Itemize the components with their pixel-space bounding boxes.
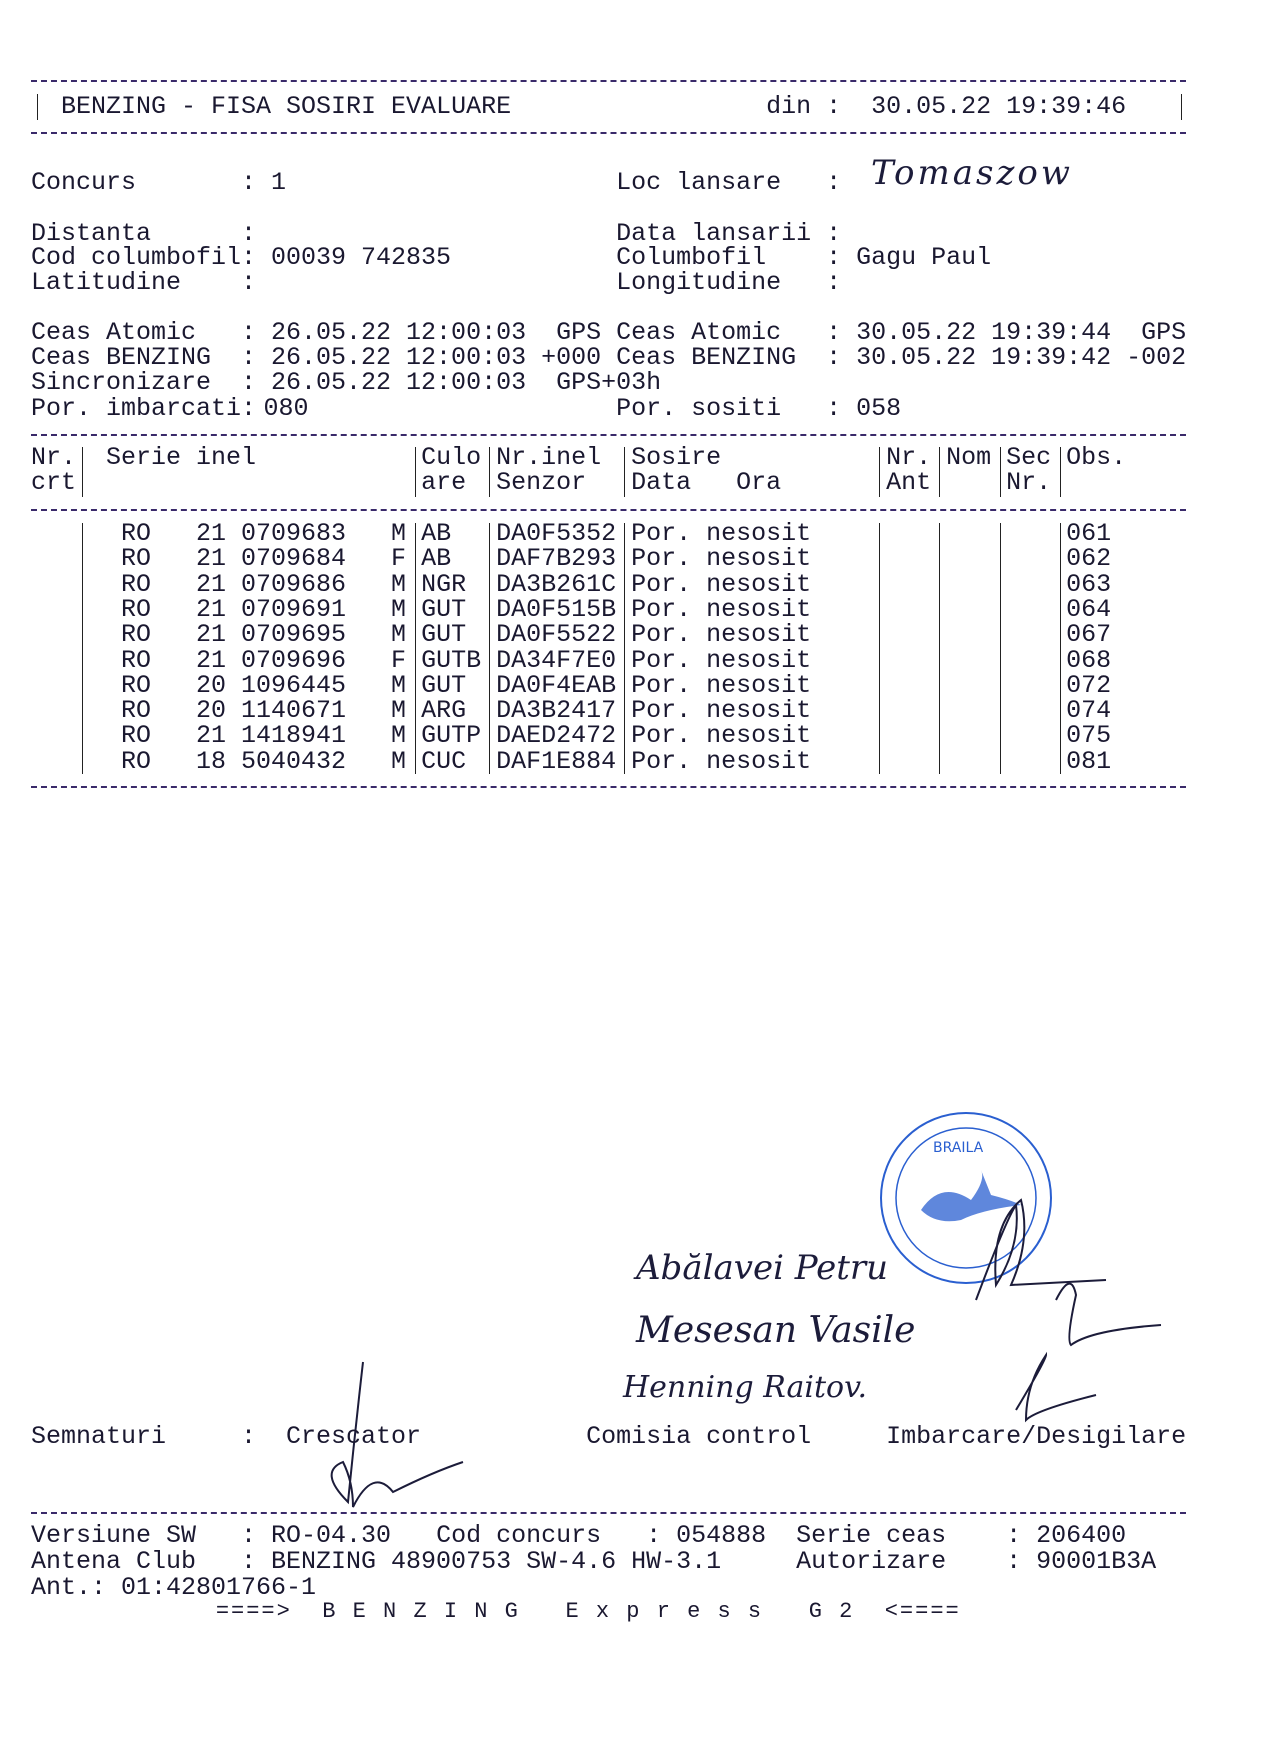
cell-sensor: DAF7B293 xyxy=(496,544,617,574)
evaluation-sheet xyxy=(31,0,1191,1754)
header-data-ora: Data Ora xyxy=(631,468,782,497)
din-value: 30.05.22 19:39:46 xyxy=(871,92,1127,121)
header-culoare: Culo xyxy=(421,443,482,472)
colon: : xyxy=(241,368,257,397)
cell-color: AB xyxy=(421,519,452,548)
concurs-label: Concurs xyxy=(31,168,137,197)
cell-country: RO xyxy=(121,721,152,751)
cod-concurs-value: 054888 xyxy=(676,1521,767,1550)
cell-obs: 064 xyxy=(1066,594,1112,624)
colon: : xyxy=(241,318,257,347)
divider xyxy=(31,1512,1186,1514)
cell-sex: M xyxy=(391,721,407,751)
cell-status: Por. nesosit xyxy=(631,721,812,751)
cell-sensor: DA3B261C xyxy=(496,569,617,599)
colon: : xyxy=(241,1422,257,1451)
semnaturi-label: Semnaturi xyxy=(31,1422,167,1451)
concurs-value: 1 xyxy=(271,168,287,197)
cell-sex: M xyxy=(391,519,407,548)
cell-obs: 061 xyxy=(1066,519,1112,548)
signature-commission-1: Abălavei Petru xyxy=(636,1248,889,1288)
sincronizare-suffix: GPS+03h xyxy=(556,368,662,397)
colon: : xyxy=(1006,1547,1022,1576)
cell-obs: 062 xyxy=(1066,544,1112,574)
cell-color: GUTP xyxy=(421,721,482,751)
columbofil-label: Columbofil xyxy=(616,243,767,272)
cell-country: RO xyxy=(121,544,152,574)
header-sec: Sec xyxy=(1006,443,1052,472)
colon: : xyxy=(826,219,842,248)
antena-value: BENZING 48900753 SW-4.6 HW-3.1 xyxy=(271,1547,722,1576)
serie-ceas-value: 206400 xyxy=(1036,1521,1127,1550)
colon: : xyxy=(826,394,842,423)
cell-sex: F xyxy=(391,645,407,675)
cell-ring: 0709691 xyxy=(241,594,347,624)
versiune-value: RO-04.30 xyxy=(271,1521,392,1550)
cell-sensor: DAF1E884 xyxy=(496,746,617,776)
versiune-label: Versiune SW xyxy=(31,1521,197,1550)
header-nr-crt-2: crt xyxy=(31,468,77,497)
cell-year: 21 xyxy=(196,645,227,675)
sositi-label: Por. sositi xyxy=(616,394,782,423)
cell-ring: 1096445 xyxy=(241,670,347,700)
loc-lansare-value: Tomaszow xyxy=(871,153,1073,193)
ceas-atomic-label: Ceas Atomic xyxy=(31,318,197,347)
cell-sensor: DA34F7E0 xyxy=(496,645,617,675)
header-sec-nr: Nr. xyxy=(1006,468,1052,497)
cell-color: GUT xyxy=(421,620,467,650)
cell-status: Por. nesosit xyxy=(631,569,812,599)
cell-color: GUTB xyxy=(421,645,482,675)
document-title: BENZING - FISA SOSIRI EVALUARE xyxy=(61,92,512,121)
cell-ring: 0709686 xyxy=(241,569,347,599)
cell-country: RO xyxy=(121,746,152,776)
antena-label: Antena Club xyxy=(31,1547,197,1576)
cell-status: Por. nesosit xyxy=(631,544,812,574)
header-nom: Nom xyxy=(946,443,992,472)
cell-country: RO xyxy=(121,670,152,700)
colon: : xyxy=(241,1547,257,1576)
header-senzor: Senzor xyxy=(496,468,587,497)
start-atomic: 26.05.22 12:00:03 xyxy=(271,318,527,347)
cell-obs: 063 xyxy=(1066,569,1112,599)
longitudine-label: Longitudine xyxy=(616,268,782,297)
colon: : xyxy=(826,268,842,297)
cell-obs: 075 xyxy=(1066,721,1112,751)
data-lansarii-label: Data lansarii xyxy=(616,219,812,248)
latitudine-label: Latitudine xyxy=(31,268,182,297)
autorizare-label: Autorizare xyxy=(796,1547,947,1576)
crescator-label: Crescator xyxy=(286,1422,422,1451)
cod-columbofil-value: 00039 742835 xyxy=(271,243,452,272)
cell-ring: 0709683 xyxy=(241,519,347,548)
brand-line: ====> B E N Z I N G E x p r e s s G 2 <==== xyxy=(215,1599,961,1624)
end-benzing: 30.05.22 19:39:42 xyxy=(856,343,1112,372)
header-obs: Obs. xyxy=(1066,443,1127,472)
colon: : xyxy=(1006,1521,1022,1550)
cell-sensor: DAED2472 xyxy=(496,721,617,751)
colon: : xyxy=(241,243,257,272)
cell-ring: 0709695 xyxy=(241,620,347,650)
cell-sex: M xyxy=(391,670,407,700)
imbarcati-value: 080 xyxy=(263,394,309,423)
din-label: din : xyxy=(766,92,842,121)
stamp-text: BRAILA xyxy=(933,1140,984,1156)
cell-sensor: DA0F5352 xyxy=(496,519,617,548)
signature-commission-3: Henning Raitov. xyxy=(623,1370,868,1405)
cell-ring: 0709684 xyxy=(241,544,347,574)
header-nr-inel: Nr.inel xyxy=(496,443,602,472)
cell-year: 21 xyxy=(196,721,227,751)
cell-status: Por. nesosit xyxy=(631,519,812,548)
cell-color: CUC xyxy=(421,746,467,776)
cell-color: NGR xyxy=(421,569,467,599)
colon: : xyxy=(241,343,257,372)
ceas-benzing-label: Ceas BENZING xyxy=(31,343,212,372)
header-sosire: Sosire xyxy=(631,443,722,472)
cell-status: Por. nesosit xyxy=(631,696,812,726)
sositi-value: 058 xyxy=(856,394,902,423)
cell-obs: 074 xyxy=(1066,696,1112,726)
cell-sex: M xyxy=(391,594,407,624)
header-nr-crt: Nr. xyxy=(31,443,77,472)
cell-color: GUT xyxy=(421,670,467,700)
cell-country: RO xyxy=(121,620,152,650)
cell-sex: M xyxy=(391,620,407,650)
loc-lansare-label: Loc lansare xyxy=(616,168,782,197)
cell-year: 18 xyxy=(196,746,227,776)
cell-color: GUT xyxy=(421,594,467,624)
cell-obs: 081 xyxy=(1066,746,1112,776)
ceas-benzing-label: Ceas BENZING xyxy=(616,343,797,372)
columbofil-value: Gagu Paul xyxy=(856,243,992,272)
header-nr-ant-2: Ant xyxy=(886,468,932,497)
header-serie-inel: Serie inel xyxy=(106,443,257,472)
colon: : xyxy=(241,1521,257,1550)
sincronizare-label: Sincronizare xyxy=(31,368,212,397)
colon: : xyxy=(241,268,257,297)
start-atomic-suffix: GPS xyxy=(556,318,602,347)
cell-year: 21 xyxy=(196,620,227,650)
cell-status: Por. nesosit xyxy=(631,594,812,624)
autorizare-value: 90001B3A xyxy=(1036,1547,1157,1576)
cell-country: RO xyxy=(121,569,152,599)
colon: : xyxy=(826,318,842,347)
cell-sex: M xyxy=(391,569,407,599)
end-atomic: 30.05.22 19:39:44 xyxy=(856,318,1112,347)
cell-ring: 1140671 xyxy=(241,696,347,726)
cell-country: RO xyxy=(121,645,152,675)
cell-country: RO xyxy=(121,594,152,624)
comisia-control-label: Comisia control xyxy=(586,1422,812,1451)
colon: : xyxy=(826,243,842,272)
signature-commission-2: Mesesan Vasile xyxy=(636,1310,916,1351)
cell-country: RO xyxy=(121,696,152,726)
end-benzing-suffix: -002 xyxy=(1126,343,1187,372)
cell-sex: F xyxy=(391,544,407,574)
colon: : xyxy=(241,168,257,197)
cell-sensor: DA3B2417 xyxy=(496,696,617,726)
cell-year: 20 xyxy=(196,670,227,700)
cell-ring: 5040432 xyxy=(241,746,347,776)
imbarcare-label: Imbarcare/Desigilare xyxy=(886,1422,1187,1451)
cell-sex: M xyxy=(391,746,407,776)
cell-status: Por. nesosit xyxy=(631,746,812,776)
cell-status: Por. nesosit xyxy=(631,670,812,700)
colon: : xyxy=(826,168,842,197)
start-benzing: 26.05.22 12:00:03 xyxy=(271,343,527,372)
signature-strokes xyxy=(31,0,1191,1754)
cell-status: Por. nesosit xyxy=(631,620,812,650)
cell-country: RO xyxy=(121,519,152,548)
cod-columbofil-label: Cod columbofil xyxy=(31,243,242,272)
header-culoare-2: are xyxy=(421,468,467,497)
cod-concurs-label: Cod concurs xyxy=(436,1521,602,1550)
cell-sensor: DA0F515B xyxy=(496,594,617,624)
cell-year: 21 xyxy=(196,594,227,624)
cell-obs: 067 xyxy=(1066,620,1112,650)
cell-color: ARG xyxy=(421,696,467,726)
cell-sensor: DA0F4EAB xyxy=(496,670,617,700)
cell-year: 21 xyxy=(196,519,227,548)
colon: : xyxy=(826,343,842,372)
serie-ceas-label: Serie ceas xyxy=(796,1521,947,1550)
cell-status: Por. nesosit xyxy=(631,645,812,675)
cell-sensor: DA0F5522 xyxy=(496,620,617,650)
distanta-label: Distanta xyxy=(31,219,152,248)
cell-sex: M xyxy=(391,696,407,726)
cell-ring: 1418941 xyxy=(241,721,347,751)
cell-year: 21 xyxy=(196,544,227,574)
header-nr-ant: Nr. xyxy=(886,443,932,472)
ceas-atomic-label: Ceas Atomic xyxy=(616,318,782,347)
colon: : xyxy=(646,1521,662,1550)
cell-obs: 068 xyxy=(1066,645,1112,675)
sincronizare-value: 26.05.22 12:00:03 xyxy=(271,368,527,397)
ant-line: Ant.: 01:42801766-1 xyxy=(31,1573,317,1602)
start-benzing-suffix: +000 xyxy=(541,343,602,372)
cell-year: 20 xyxy=(196,696,227,726)
end-atomic-suffix: GPS xyxy=(1141,318,1187,347)
imbarcati-label: Por. imbarcati xyxy=(31,394,242,423)
colon: : xyxy=(241,219,257,248)
cell-ring: 0709696 xyxy=(241,645,347,675)
colon: : xyxy=(241,394,257,423)
cell-obs: 072 xyxy=(1066,670,1112,700)
cell-color: AB xyxy=(421,544,452,574)
cell-year: 21 xyxy=(196,569,227,599)
